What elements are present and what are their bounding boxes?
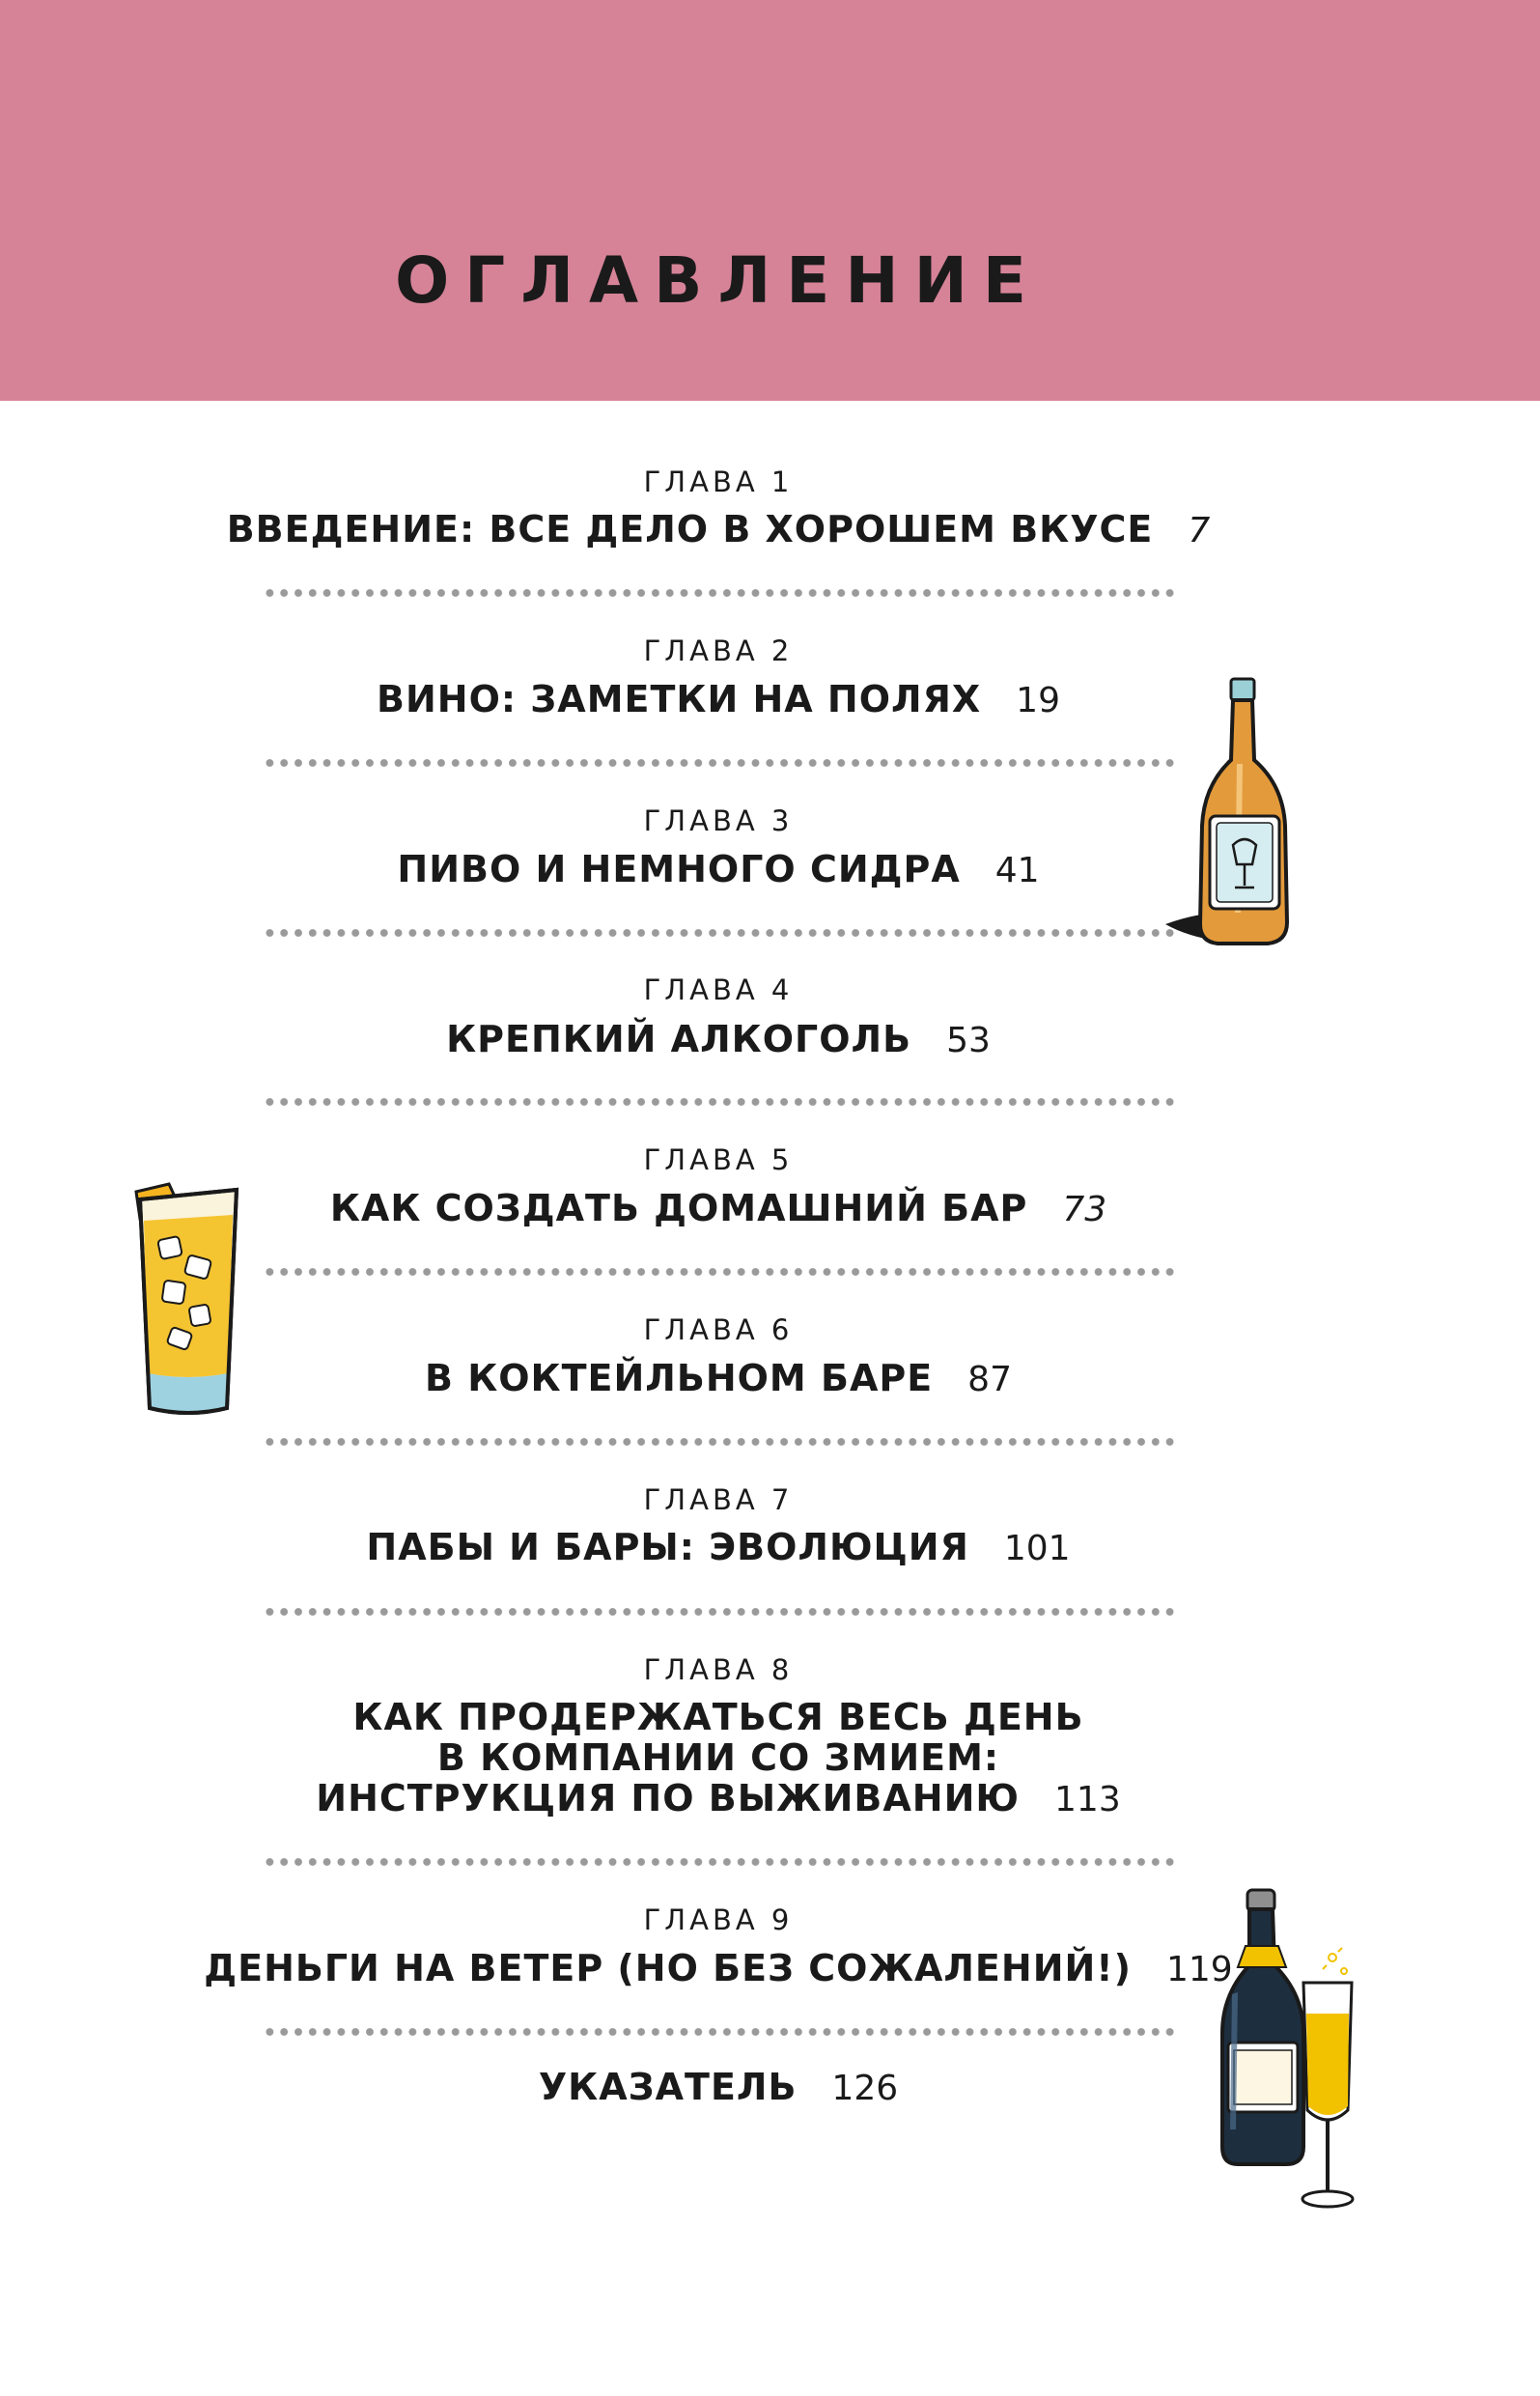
dotted-divider xyxy=(263,588,1176,598)
dotted-divider xyxy=(263,1607,1176,1617)
page-number: 19 xyxy=(1016,681,1060,720)
chapter-entry-8[interactable] xyxy=(0,1697,1437,1820)
chapter-label-8: ГЛАВА 8 xyxy=(643,1653,794,1686)
page-number: 101 xyxy=(1003,1529,1071,1568)
juice-glass-icon xyxy=(130,1180,241,1422)
index-title: УКАЗАТЕЛЬ xyxy=(538,2066,798,2108)
dotted-divider xyxy=(263,1267,1176,1277)
page-number: 41 xyxy=(994,851,1040,890)
chapter-title-line-last xyxy=(0,1778,1437,1820)
chapter-title-line: В КОМПАНИИ СО ЗМИЕМ: xyxy=(436,1736,1000,1779)
dotted-divider xyxy=(263,1857,1176,1867)
chapter-title: В КОКТЕЙЛЬНОМ БАРЕ xyxy=(425,1357,934,1399)
chapter-entry-1[interactable] xyxy=(0,509,1437,551)
dotted-divider xyxy=(263,928,1176,938)
chapter-label-5: ГЛАВА 5 xyxy=(643,1143,794,1176)
chapter-label-7: ГЛАВА 7 xyxy=(643,1483,794,1516)
chapter-entry-7[interactable] xyxy=(0,1527,1437,1569)
chapter-title: ПАБЫ И БАРЫ: ЭВОЛЮЦИЯ xyxy=(366,1526,969,1568)
chapter-title: КРЕПКИЙ АЛКОГОЛЬ xyxy=(446,1018,912,1060)
page-number: 87 xyxy=(967,1360,1012,1399)
chapter-title: ВИНО: ЗАМЕТКИ НА ПОЛЯХ xyxy=(377,678,982,720)
page-number: 7 xyxy=(1188,511,1211,550)
page-number: 126 xyxy=(831,2069,899,2108)
chapter-title-line: ИНСТРУКЦИЯ ПО ВЫЖИВАНИЮ xyxy=(316,1777,1021,1819)
dotted-divider xyxy=(263,2027,1176,2037)
page-number: 73 xyxy=(1062,1190,1107,1229)
chapter-label-6: ГЛАВА 6 xyxy=(643,1313,794,1346)
chapter-label-2: ГЛАВА 2 xyxy=(643,634,794,667)
chapter-title: ДЕНЬГИ НА ВЕТЕР (НО БЕЗ СОЖАЛЕНИЙ!) xyxy=(204,1947,1132,1989)
chapter-label-3: ГЛАВА 3 xyxy=(643,804,794,837)
page-title: ОГЛАВЛЕНИЕ xyxy=(395,243,1042,318)
champagne-glass-icon xyxy=(1294,1946,1361,2216)
dotted-divider xyxy=(263,1097,1176,1107)
chapter-title: ПИВО И НЕМНОГО СИДРА xyxy=(397,848,961,890)
page-number: 53 xyxy=(946,1021,991,1060)
chapter-title-line: КАК ПРОДЕРЖАТЬСЯ ВЕСЬ ДЕНЬ xyxy=(352,1696,1084,1738)
page-number: 113 xyxy=(1054,1780,1121,1819)
chapter-title: ВВЕДЕНИЕ: ВСЕ ДЕЛО В ХОРОШЕМ ВКУСЕ xyxy=(226,508,1154,550)
dotted-divider xyxy=(263,1437,1176,1447)
chapter-label-9: ГЛАВА 9 xyxy=(643,1903,794,1936)
chapter-entry-4[interactable] xyxy=(0,1019,1437,1061)
page-number: 119 xyxy=(1166,1950,1233,1989)
chapter-title: КАК СОЗДАТЬ ДОМАШНИЙ БАР xyxy=(329,1187,1028,1229)
chapter-label-1: ГЛАВА 1 xyxy=(643,465,794,498)
beer-bottle-icon xyxy=(1163,671,1294,951)
dotted-divider xyxy=(263,758,1176,768)
chapter-label-4: ГЛАВА 4 xyxy=(643,973,794,1006)
